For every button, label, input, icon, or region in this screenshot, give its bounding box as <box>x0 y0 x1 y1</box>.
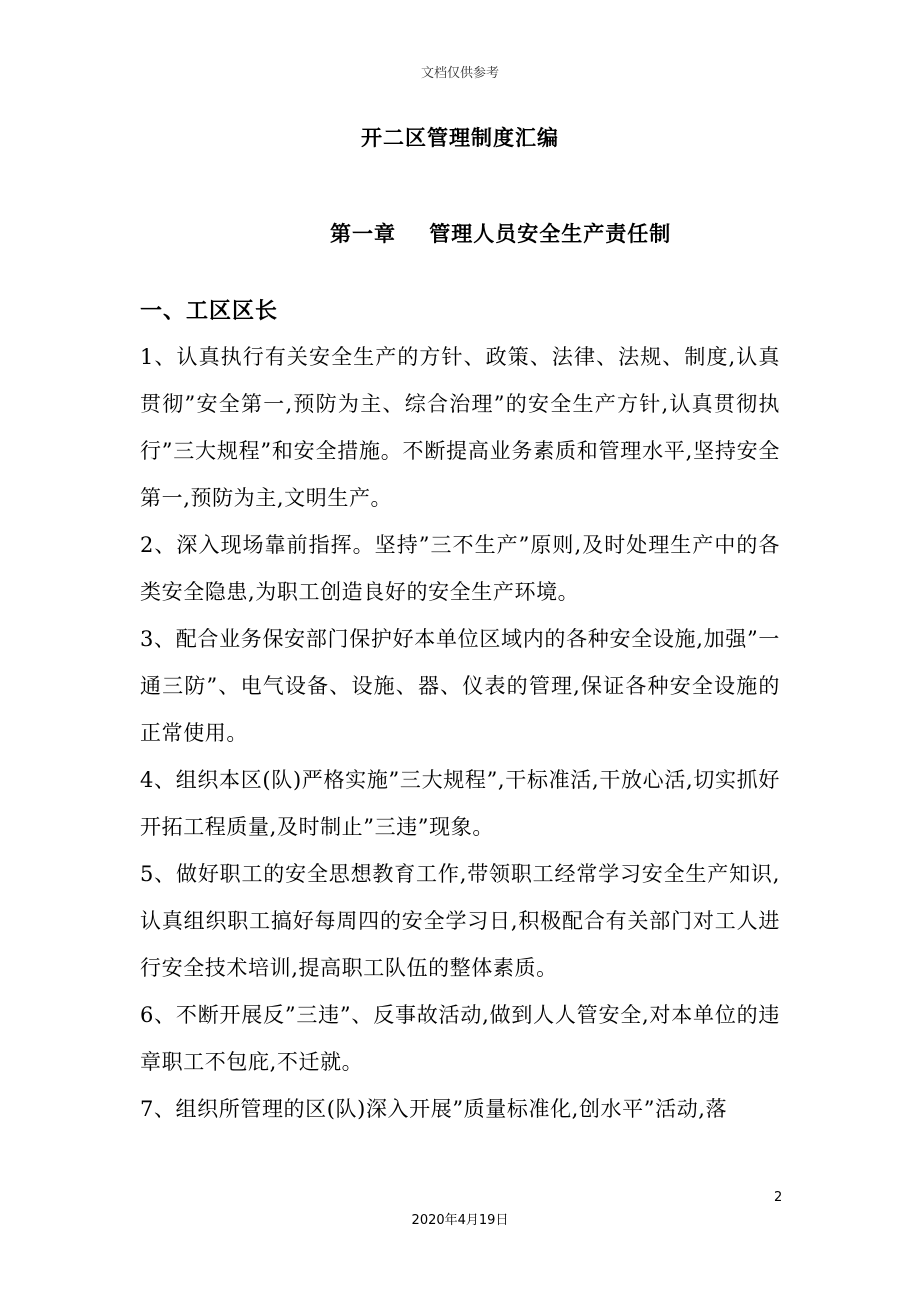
body-text <box>140 334 780 1133</box>
section-heading: 一、工区区长 <box>140 299 279 324</box>
paragraph-1: 1、认真执行有关安全生产的方针、政策、法律、法规、制度,认真贯彻”安全第一,预防为主、综合治理”的安全生产方针,认真贯彻执行”三大规程”和安全措施。不断提高业务素质和管理水平,坚持安全第一,预防为主,文明生产。 <box>140 345 780 510</box>
paragraph-4: 4、组织本区(队)严格实施”三大规程”,干标准活,干放心活,切实抓好开拓工程质量,及时制止”三违”现象。 <box>140 768 780 839</box>
paragraph-3: 3、配合业务保安部门保护好本单位区域内的各种安全设施,加强”一通三防”、电气设备、设施、器、仪表的管理,保证各种安全设施的正常使用。 <box>140 627 780 745</box>
paragraph-6: 6、不断开展反”三违”、反事故活动,做到人人管安全,对本单位的违章职工不包庇,不迁就。 <box>140 1003 780 1074</box>
footer-date: 2020年4月19日 <box>411 1213 509 1228</box>
page-number: 2 <box>774 1190 783 1205</box>
paragraph-5: 5、做好职工的安全思想教育工作,带领职工经常学习安全生产知识,认真组织职工搞好每周四的安全学习日,积极配合有关部门对工人进行安全技术培训,提高职工队伍的整体素质。 <box>140 862 780 980</box>
chapter-title: 第一章 管理人员安全生产责任制 <box>330 222 672 246</box>
paragraph-7: 7、组织所管理的区(队)深入开展”质量标准化,创水平”活动,落 <box>140 1097 728 1121</box>
header-note: 文档仅供参考 <box>420 66 499 81</box>
document-title: 开二区管理制度汇编 <box>361 126 559 150</box>
paragraph-2: 2、深入现场靠前指挥。坚持”三不生产”原则,及时处理生产中的各类安全隐患,为职工创造良好的安全生产环境。 <box>140 533 780 604</box>
